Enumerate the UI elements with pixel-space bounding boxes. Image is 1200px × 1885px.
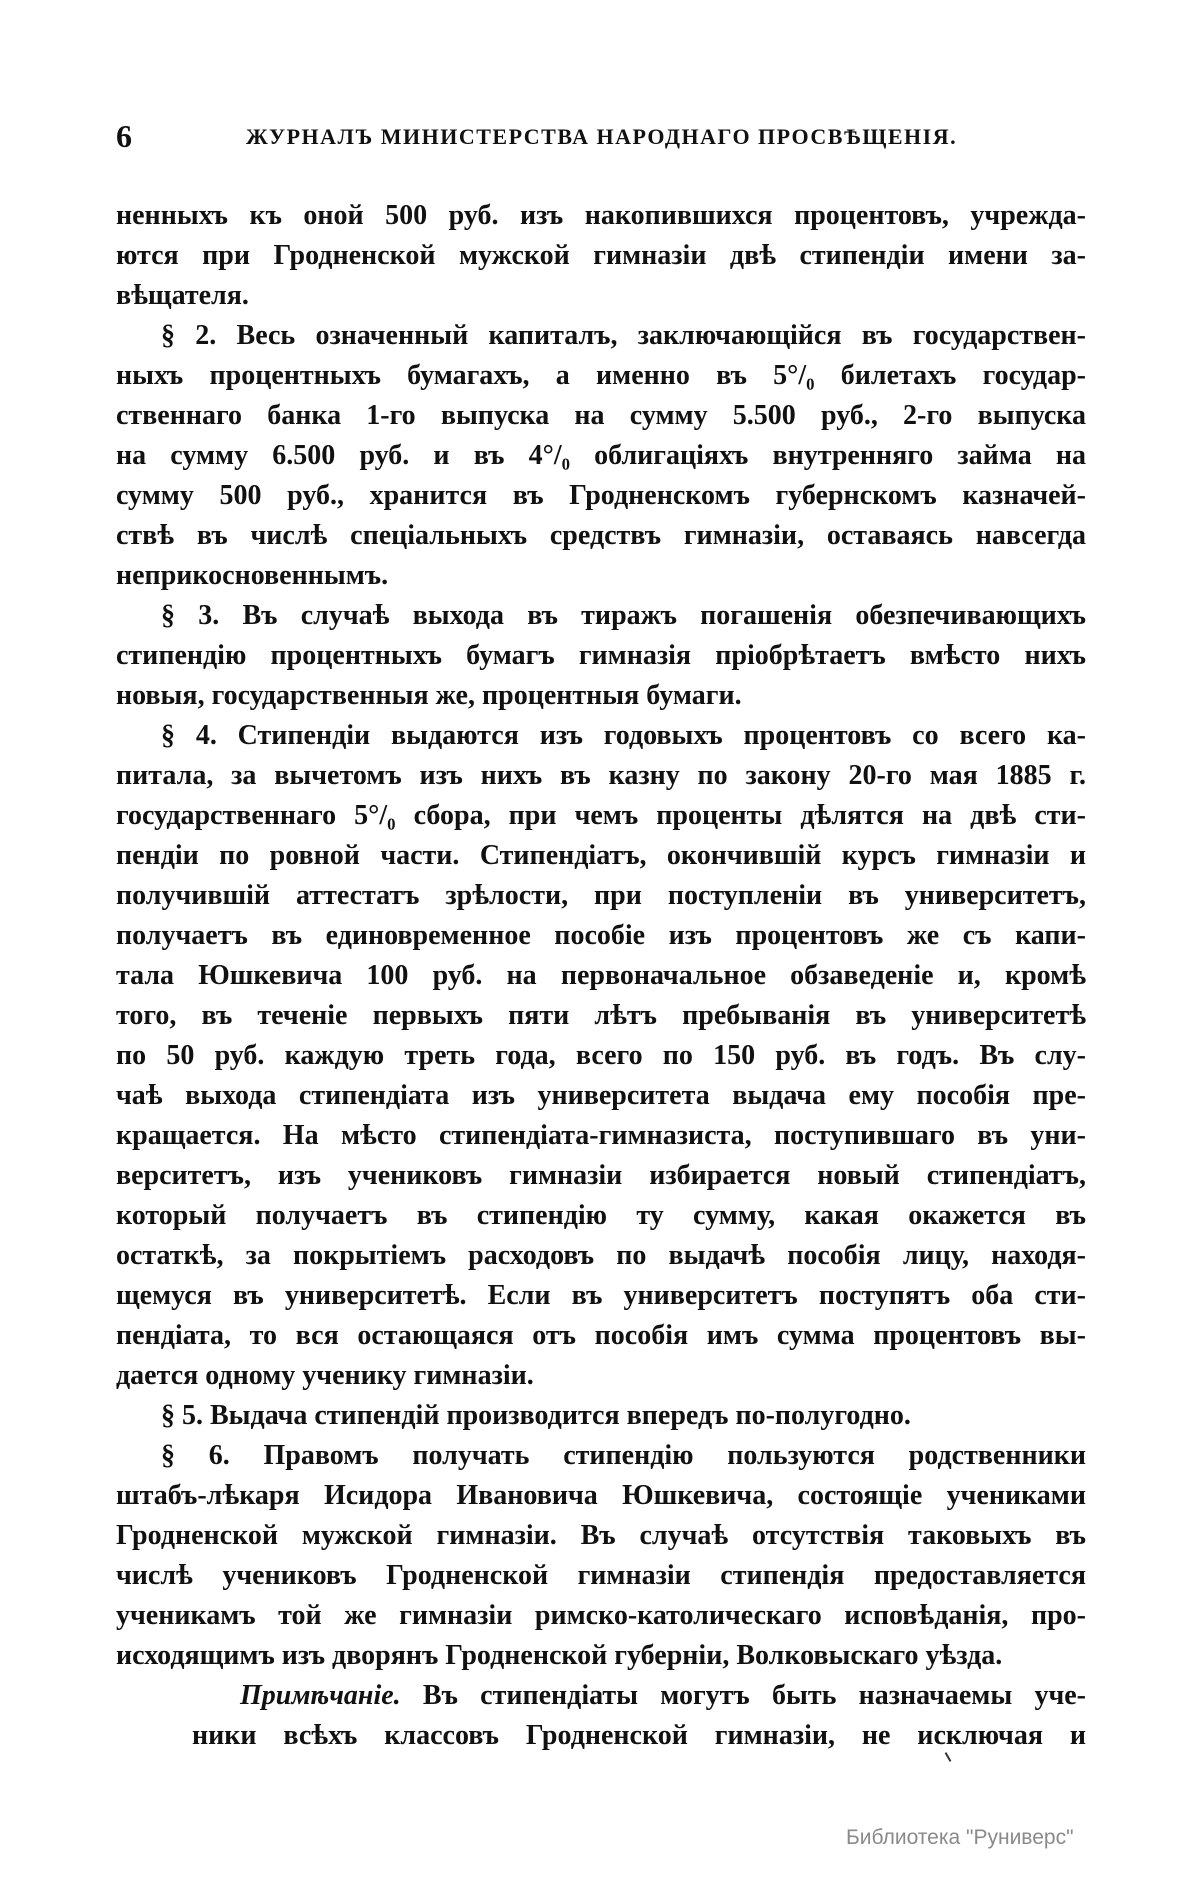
text-line: ныхъ процентныхъ бумагахъ, а именно въ 5°/₀ билетахъ государ- — [116, 360, 1086, 391]
text-line: сумму 500 руб., хранится въ Гродненскомъ губернскомъ казначей- — [116, 480, 1086, 511]
body-text — [116, 196, 1086, 1756]
text-line: дается одному ученику гимназіи. — [116, 1360, 534, 1391]
text-line: штабъ-лѣкаря Исидора Ивановича Юшкевича, состоящіе учениками — [116, 1480, 1086, 1511]
text-line: на сумму 6.500 руб. и въ 4°/₀ облигаціяхъ внутренняго займа на — [116, 440, 1086, 471]
text-line: неприкосновеннымъ. — [116, 560, 389, 591]
text-line: верситетъ, изъ учениковъ гимназіи избирается новый стипендіатъ, — [116, 1160, 1086, 1191]
paragraph — [116, 316, 1086, 596]
text-line: § 4. Стипендіи выдаются изъ годовыхъ процентовъ со всего ка- — [161, 720, 1086, 751]
paragraph — [116, 1396, 1086, 1436]
text-line: ются при Гродненской мужской гимназіи двѣ стипендіи имени за- — [116, 240, 1086, 271]
page-number: 6 — [116, 118, 132, 154]
text-line: § 3. Въ случаѣ выхода въ тиражъ погашенія обезпечивающихъ — [161, 600, 1086, 631]
paragraph — [116, 196, 1086, 316]
paragraph — [116, 596, 1086, 716]
text-line: который получаетъ въ стипендію ту сумму, какая окажется въ — [116, 1200, 1086, 1231]
text-line: получившій аттестатъ зрѣлости, при поступленіи въ университетъ, — [116, 880, 1086, 911]
note-paragraph — [116, 1676, 1086, 1756]
text-line: стипендію процентныхъ бумагъ гимназія пріобрѣтаетъ вмѣсто нихъ — [116, 640, 1086, 671]
text-line: Гродненской мужской гимназіи. Въ случаѣ отсутствія таковыхъ въ — [116, 1520, 1086, 1551]
text-line: кращается. На мѣсто стипендіата-гимназиста, поступившаго въ уни- — [116, 1120, 1086, 1151]
text-line: вѣщателя. — [116, 280, 249, 311]
text-line: остаткѣ, за покрытіемъ расходовъ по выдачѣ пособія лицу, находя- — [116, 1240, 1086, 1271]
running-title: ЖУРНАЛЪ МИНИСТЕРСТВА НАРОДНАГО ПРОСВѢЩЕНІЯ. — [246, 124, 958, 149]
text-line: числѣ учениковъ Гродненской гимназіи стипендія предоставляется — [116, 1560, 1086, 1591]
text-line: § 5. Выдача стипендій производится впередъ по-полугодно. — [161, 1400, 911, 1431]
text-line: получаетъ въ единовременное пособіе изъ процентовъ же съ капи- — [116, 920, 1086, 951]
text-line: чаѣ выхода стипендіата изъ университета выдача ему пособія пре- — [116, 1080, 1086, 1111]
text-line: ственнаго банка 1-го выпуска на сумму 5.500 руб., 2-го выпуска — [116, 400, 1086, 431]
text-line: тала Юшкевича 100 руб. на первоначальное обзаведеніе и, кромѣ — [116, 960, 1086, 991]
library-watermark: Библиотека "Руниверс" — [846, 1826, 1074, 1849]
text-line: пендіи по ровной части. Стипендіатъ, окончившій курсъ гимназіи и — [116, 840, 1086, 871]
text-line: пендіата, то вся остающаяся отъ пособія имъ сумма процентовъ вы- — [116, 1320, 1086, 1351]
paragraph — [116, 716, 1086, 1396]
note-label: Примѣчаніе. — [240, 1680, 401, 1711]
text-line: ученикамъ той же гимназіи римско-католическаго исповѣданія, про- — [116, 1600, 1086, 1631]
text-line: питала, за вычетомъ изъ нихъ въ казну по закону 20-го мая 1885 г. — [116, 760, 1086, 791]
note-text: Въ стипендіаты могутъ быть назначаемы уче- — [422, 1680, 1086, 1711]
text-line: того, въ теченіе первыхъ пяти лѣтъ пребыванія въ университетѣ — [116, 1000, 1086, 1031]
paragraph — [116, 1436, 1086, 1676]
text-line: ненныхъ къ оной 500 руб. изъ накопившихся процентовъ, учрежда- — [116, 200, 1086, 231]
text-line: по 50 руб. каждую треть года, всего по 150 руб. въ годъ. Въ слу- — [116, 1040, 1086, 1071]
text-line: государственнаго 5°/₀ сбора, при чемъ проценты дѣлятся на двѣ сти- — [116, 800, 1086, 831]
text-line: исходящимъ изъ дворянъ Гродненской губерніи, Волковыскаго уѣзда. — [116, 1640, 1003, 1671]
text-line: ники всѣхъ классовъ Гродненской гимназіи, не исключая и — [192, 1720, 1086, 1751]
text-line: § 2. Весь означенный капиталъ, заключающійся въ государствен- — [161, 320, 1086, 351]
text-line: ствѣ въ числѣ спеціальныхъ средствъ гимназіи, оставаясь навсегда — [116, 520, 1086, 551]
text-line: § 6. Правомъ получать стипендію пользуются родственники — [161, 1440, 1086, 1471]
text-line: новыя, государственныя же, процентныя бумаги. — [116, 680, 742, 711]
text-line — [116, 1676, 1086, 1716]
text-line: щемуся въ университетѣ. Если въ университетъ поступятъ оба сти- — [116, 1280, 1086, 1311]
